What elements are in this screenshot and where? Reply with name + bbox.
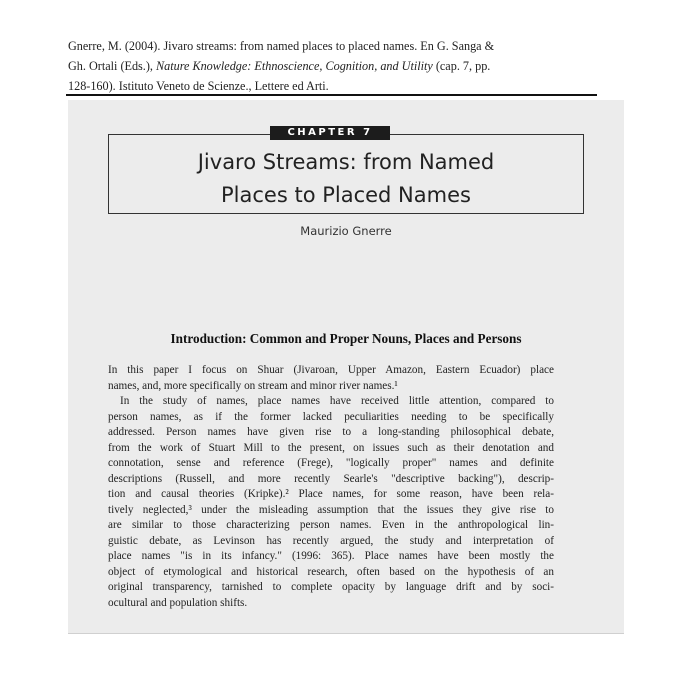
body-line: addressed. Person names have given rise to a long-standing philosophical debate,: [108, 426, 554, 438]
chapter-title: [108, 146, 584, 212]
body-text: [108, 363, 554, 611]
body-line: are similar to those characterizing person names. Even in the anthropological lin-: [108, 519, 554, 531]
body-line: guistic debate, as Levinson has recently argued, the study and interpretation of: [108, 534, 554, 547]
citation-editors: Gh. Ortali (Eds.),: [68, 59, 157, 73]
body-line: object of etymological and historical research, often based on the hypothesis of an: [108, 565, 554, 578]
chapter-author: Maurizio Gnerre: [300, 224, 392, 238]
body-line: names, and, more specifically on stream and minor river names.¹: [108, 379, 398, 392]
citation-divider: [66, 94, 597, 96]
citation-line-3: 128-160). Istituto Veneto de Scienze., Lettere ed Arti.: [68, 79, 329, 93]
body-line: person names, as if the former lacked peculiarities needing to be specifically: [108, 410, 554, 423]
body-line: descriptions (Russell, and more recently Searle's "descriptive backing"), descrip-: [108, 472, 554, 485]
body-line: from the work of Stuart Mill to the present, on issues such as their denotation and: [108, 441, 554, 454]
chapter-title-line-1: Jivaro Streams: from Named: [197, 150, 495, 174]
citation-line-2: [68, 56, 606, 76]
body-line: original transparency, tarnished to complete opacity by language drift and by soci-: [108, 581, 554, 593]
body-line: tively neglected,³ under the misleading assumption that the issues they give rise to: [108, 503, 554, 516]
citation-line-1: Gnerre, M. (2004). Jivaro streams: from named places to placed names. En G. Sanga &: [68, 39, 495, 53]
citation-header: [68, 36, 606, 96]
chapter-title-line-2: Places to Placed Names: [221, 183, 471, 207]
body-line: In this paper I focus on Shuar (Jivaroan, Upper Amazon, Eastern Ecuador) place: [108, 364, 554, 376]
section-heading: Introduction: Common and Proper Nouns, Places and Persons: [170, 331, 522, 346]
body-line: connotation, sense and reference (Frege), "logically proper" names and definite: [108, 457, 554, 469]
citation-book-title: Nature Knowledge: Ethnoscience, Cognition, and Utility: [156, 59, 433, 73]
chapter-label: CHAPTER 7: [270, 126, 390, 140]
body-line: place names "is in its infancy." (1996: 365). Place names have been mostly the: [108, 550, 554, 562]
body-line: In the study of names, place names have received little attention, compared to: [120, 395, 554, 407]
citation-pages: (cap. 7, pp.: [432, 59, 491, 73]
body-line: ocultural and population shifts.: [108, 596, 248, 609]
body-line: tion and causal theories (Kripke).² Place names, for some reason, have been rela-: [108, 488, 554, 500]
